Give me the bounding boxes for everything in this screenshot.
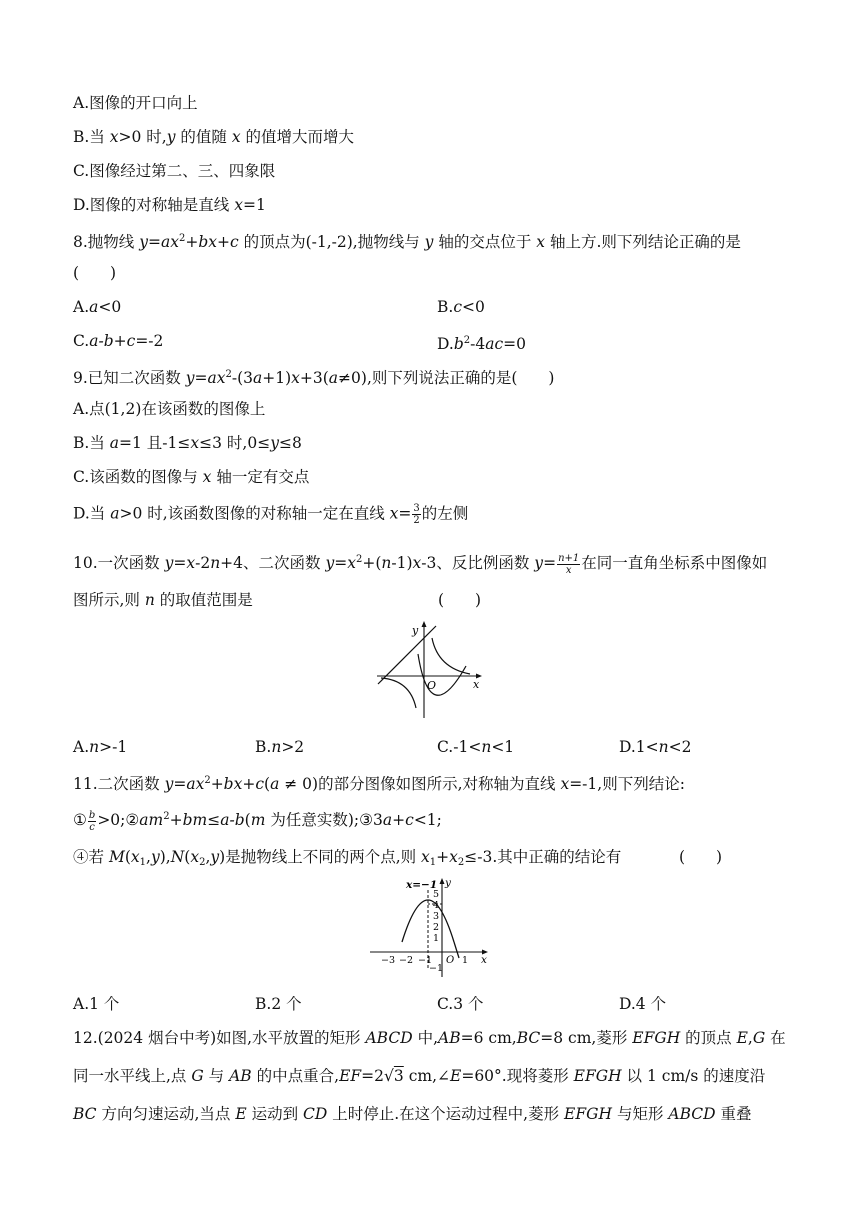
q9-option-c: C.该函数的图像与 x 轴一定有交点 — [73, 468, 310, 486]
q11-fig-x-label: x — [481, 954, 487, 966]
q11-fig-y-tick-neg1: −1 — [429, 963, 444, 974]
q11-stem-line3: ④若 $M(x_1,y),N(x_2,y)$是抛物线上不同的两个点,则 $x_1+x_2\le-3$.其中正确的结论有 — [73, 848, 622, 868]
q10-option-b: B.n>2 — [255, 738, 305, 756]
q8-stem: 8.抛物线 $y=ax^2+bx+c$ 的顶点为(-1,-2),抛物线与 y 轴的交点位于 x 轴上方.则下列结论正确的是 — [73, 233, 741, 251]
q11-fig-origin-label: O — [446, 955, 455, 966]
fraction-n-plus-1-over-x: $\frac{n+1}{x}$ — [558, 552, 580, 576]
q8-options-row1 — [73, 297, 121, 317]
q9-option-b: B.当 a=1 且-1≤x≤3 时,0≤y≤8 — [73, 434, 302, 452]
q7-option-c: C.图像经过第二、三、四象限 — [73, 162, 276, 180]
q11-fig-x-tick-neg2: −2 — [399, 955, 414, 966]
q10-stem-line2: 图所示,则 n 的取值范围是 — [73, 591, 253, 609]
q10-option-d: D.1<n<2 — [619, 738, 692, 756]
q9-option-d: D.当 a>0 时,该函数图像的对称轴一定在直线 x= $\frac{3}{2}$ 的左侧 — [73, 503, 469, 526]
q10-option-c: C.-1<n<1 — [437, 738, 515, 756]
q11-option-b: B.2 个 — [255, 995, 302, 1013]
q11-fig-y-tick-4: 4 — [433, 900, 440, 911]
q10-answer-paren: ( ) — [438, 591, 482, 609]
q8-option-a: A.a<0 — [73, 298, 122, 316]
q11-fig-y-label: y — [445, 877, 451, 889]
q11-stem-line1: 11.二次函数 $y=ax^2+bx+c(a \ne 0)$的部分图像如图所示,对称轴为直线 x=-1,则下列结论: — [73, 775, 685, 793]
q12-stem-line1: 12.(2024 烟台中考)如图,水平放置的矩形 ABCD 中,AB=6 cm,BC=8 cm,菱形 EFGH 的顶点 E,G 在 — [73, 1029, 786, 1047]
q11-fig-x-tick-1: 1 — [462, 955, 469, 966]
q9-option-a: A.点(1,2)在该函数的图像上 — [73, 400, 266, 418]
q11-fig-x-tick-neg3: −3 — [381, 955, 396, 966]
q11-stem-line2: ① $\frac{b}{c}$ $>0;②am^2+bm\le a-b(m$ 为任意实数);③3a+c<1; — [73, 809, 442, 833]
q10-stem-line1: 10.一次函数 y=x-2n+4、二次函数 $y=x^2+(n-1)x-3$、反比例函数 y= $\frac{n+1}{x}$ 在同一直角坐标系中图像如 — [73, 552, 768, 576]
q10-fig-origin-label: O — [427, 679, 437, 692]
q11-fig-y-tick-5: 5 — [433, 889, 440, 900]
q11-fig-axis-label: x=−1 — [406, 879, 438, 891]
q11-fig-y-tick-1: 1 — [433, 933, 440, 944]
q10-fig-y-label: y — [412, 624, 419, 637]
q12-stem-line3: BC 方向匀速运动,当点 E 运动到 CD 上时停止.在这个运动过程中,菱形 EFGH 与矩形 ABCD 重叠 — [73, 1105, 752, 1123]
q11-fig-y-tick-2: 2 — [433, 922, 440, 933]
fraction-3-over-2: $\frac{3}{2}$ — [413, 503, 420, 526]
q10-graph-figure — [372, 618, 488, 722]
sqrt-symbol: √ — [384, 1067, 394, 1085]
q11-fig-x-tick-neg1: −1 — [418, 955, 433, 966]
q11-fig-y-tick-3: 3 — [433, 911, 440, 922]
q12-stem-line2: 同一水平线上,点 G 与 AB 的中点重合,EF=2√3 cm,∠E=60°.现将菱形 EFGH 以 1 cm/s 的速度沿 — [73, 1067, 766, 1085]
q8-answer-paren: ( ) — [73, 264, 117, 282]
q10-option-a: A.n>-1 — [73, 738, 128, 756]
q11-graph-figure — [366, 874, 494, 980]
fraction-b-over-c: $\frac{b}{c}$ — [88, 809, 96, 833]
q11-option-a: A.1 个 — [73, 995, 120, 1013]
q8-option-c: C.a-b+c=-2 — [73, 332, 164, 350]
q11-option-c: C.3 个 — [437, 995, 484, 1013]
q11-option-d: D.4 个 — [619, 995, 667, 1013]
q10-fig-x-label: x — [473, 678, 480, 691]
q8-option-d: $D.b^2-4ac=0$ — [437, 335, 527, 353]
q7-option-d: D.图像的对称轴是直线 x=1 — [73, 196, 266, 214]
q11-answer-paren: ( ) — [679, 848, 723, 866]
q7-option-b: B.当 x>0 时,y 的值随 x 的值增大而增大 — [73, 128, 355, 146]
q8-option-b: B.c<0 — [437, 298, 485, 316]
q9-stem: 9.已知二次函数 $y=ax^2-(3a+1)x+3(a\ne 0)$,则下列说法正确的是( ) — [73, 369, 555, 387]
q7-option-a: A.图像的开口向上 — [73, 94, 198, 112]
